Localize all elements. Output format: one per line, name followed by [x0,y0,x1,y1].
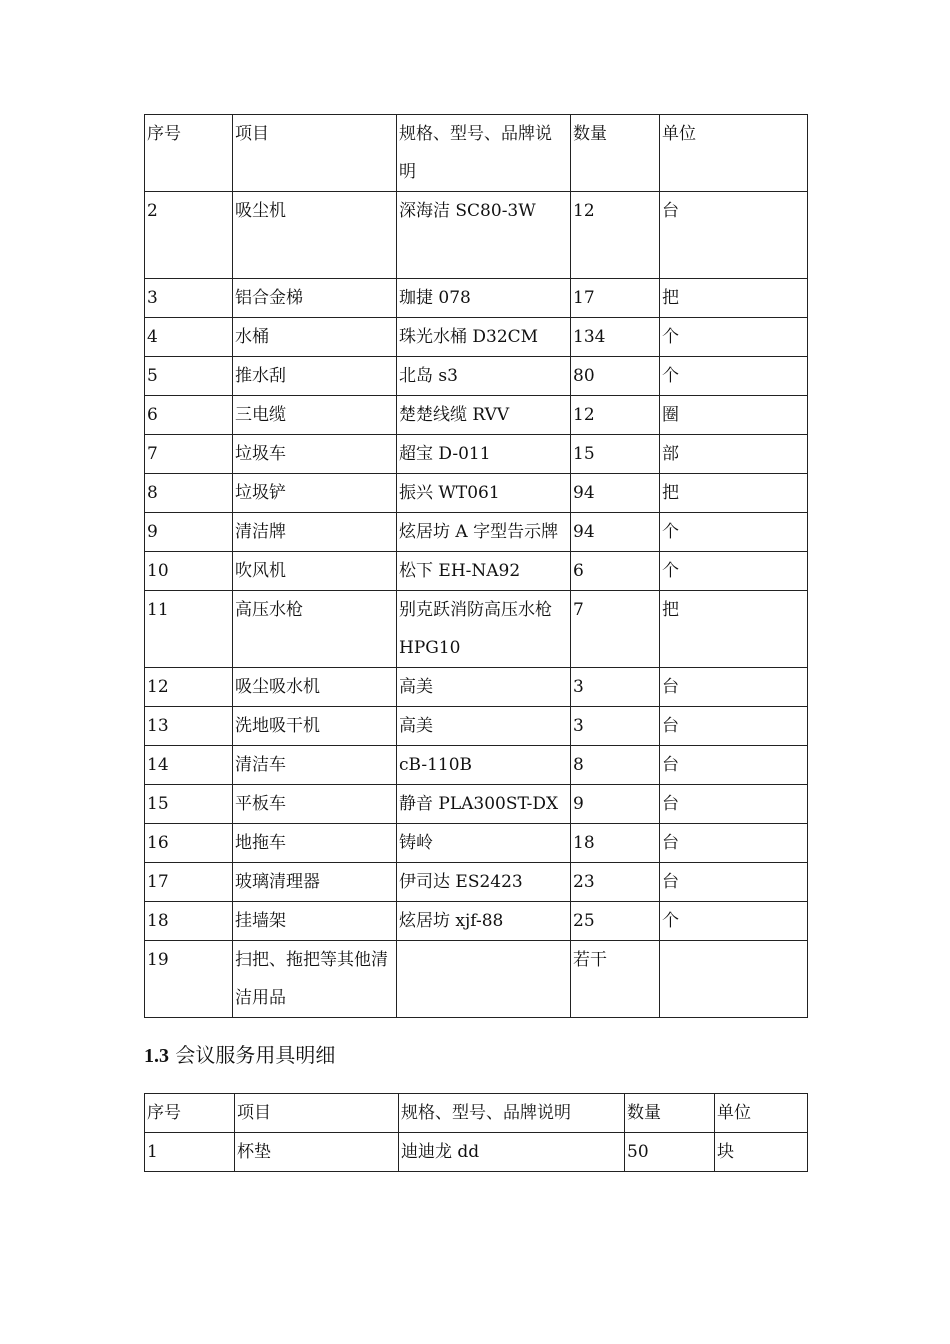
table-cell: 把 [660,279,808,318]
table-cell: 9 [571,785,660,824]
table-cell: 高美 [397,707,571,746]
table-cell: 清洁车 [233,746,397,785]
table-row [145,1133,808,1172]
table-cell: 北岛 s3 [397,357,571,396]
table-cell: 80 [571,357,660,396]
table-cell: 台 [660,668,808,707]
table-cell: 炫居坊 xjf-88 [397,902,571,941]
table-cell: 18 [145,902,233,941]
table-cell: 洗地吸干机 [233,707,397,746]
table-header-row [145,115,808,192]
table-row [145,474,808,513]
table-cell: 台 [660,707,808,746]
table-cell: 25 [571,902,660,941]
table-cell: 16 [145,824,233,863]
table-header-row [145,1094,808,1133]
table-row [145,279,808,318]
table-row [145,746,808,785]
table-cell: 垃圾车 [233,435,397,474]
table-row [145,824,808,863]
table-cell: 12 [571,396,660,435]
table-cell: 吹风机 [233,552,397,591]
header-cell: 规格、型号、品牌说明 [399,1094,625,1133]
table-row [145,941,808,1018]
table-cell: 挂墙架 [233,902,397,941]
table-cell: 台 [660,863,808,902]
table-cell: 18 [571,824,660,863]
table-cell: 把 [660,591,808,668]
table-cell: 杯垫 [235,1133,399,1172]
table-cell: 别克跃消防高压水枪 HPG10 [397,591,571,668]
table-cell: 伊司达 ES2423 [397,863,571,902]
table-cell: 6 [145,396,233,435]
table-cell: 17 [571,279,660,318]
table-cell: 3 [571,707,660,746]
table-cell: 楚楚线缆 RVV [397,396,571,435]
header-cell: 单位 [660,115,808,192]
table-cell: 台 [660,824,808,863]
table-row [145,902,808,941]
header-cell: 单位 [715,1094,808,1133]
table-row [145,357,808,396]
table-cell: 迪迪龙 dd [399,1133,625,1172]
table-cell: 94 [571,513,660,552]
table-cell: 13 [145,707,233,746]
table-cell: cB-110B [397,746,571,785]
table-cell: 吸尘吸水机 [233,668,397,707]
table-cell: 扫把、拖把等其他清洁用品 [233,941,397,1018]
table-cell: 个 [660,552,808,591]
table-row [145,396,808,435]
table-cell: 50 [625,1133,715,1172]
table-cell: 15 [571,435,660,474]
table-cell: 超宝 D-011 [397,435,571,474]
table-cell: 个 [660,318,808,357]
section-title: 会议服务用具明细 [175,1043,336,1067]
table-cell: 台 [660,785,808,824]
table-cell: 个 [660,357,808,396]
table-cell: 23 [571,863,660,902]
table-row [145,863,808,902]
section-heading [144,1040,335,1071]
table-cell: 三电缆 [233,396,397,435]
table-cell: 3 [571,668,660,707]
table-cell: 吸尘机 [233,192,397,279]
table-row [145,785,808,824]
table-cell: 94 [571,474,660,513]
table-row [145,192,808,279]
header-cell: 规格、型号、品牌说明 [397,115,571,192]
table-cell: 个 [660,902,808,941]
table-row [145,318,808,357]
table-cell: 3 [145,279,233,318]
table-row [145,591,808,668]
table-cell: 5 [145,357,233,396]
table-cell: 炫居坊 A 字型告示牌 [397,513,571,552]
table-cell: 7 [145,435,233,474]
table-cell: 12 [571,192,660,279]
table-cell: 珈捷 078 [397,279,571,318]
header-cell: 序号 [145,115,233,192]
table-cell: 铝合金梯 [233,279,397,318]
table-cell: 水桶 [233,318,397,357]
table-cell: 1 [145,1133,235,1172]
table-cell: 8 [145,474,233,513]
table-cell: 部 [660,435,808,474]
header-cell: 数量 [571,115,660,192]
table-cell: 6 [571,552,660,591]
table-row [145,552,808,591]
table-cell: 2 [145,192,233,279]
table-cell: 10 [145,552,233,591]
table-cell: 15 [145,785,233,824]
table-row [145,668,808,707]
table-cell: 平板车 [233,785,397,824]
table-cell: 19 [145,941,233,1018]
table-row [145,435,808,474]
table-cell: 松下 EH-NA92 [397,552,571,591]
table-cell: 4 [145,318,233,357]
table-cell: 地拖车 [233,824,397,863]
table-cell: 台 [660,746,808,785]
table-cell: 若干 [571,941,660,1018]
equipment-table [144,114,808,1018]
meeting-supplies-table [144,1093,808,1172]
table-cell: 深海洁 SC80-3W [397,192,571,279]
table-cell: 清洁牌 [233,513,397,552]
table-cell: 铸岭 [397,824,571,863]
table-cell [397,941,571,1018]
table-cell: 12 [145,668,233,707]
table-cell: 垃圾铲 [233,474,397,513]
table-cell: 高美 [397,668,571,707]
table-cell: 17 [145,863,233,902]
header-cell: 序号 [145,1094,235,1133]
table-cell: 134 [571,318,660,357]
header-cell: 数量 [625,1094,715,1133]
table-cell: 块 [715,1133,808,1172]
table-cell: 玻璃清理器 [233,863,397,902]
table-cell: 个 [660,513,808,552]
table-cell: 珠光水桶 D32CM [397,318,571,357]
table-cell: 11 [145,591,233,668]
table-cell: 振兴 WT061 [397,474,571,513]
table-cell: 静音 PLA300ST-DX [397,785,571,824]
table-cell: 推水刮 [233,357,397,396]
table-cell: 高压水枪 [233,591,397,668]
table-cell [660,941,808,1018]
table-cell: 9 [145,513,233,552]
table-cell: 14 [145,746,233,785]
section-number: 1.3 [144,1045,169,1067]
table-row [145,707,808,746]
table-cell: 把 [660,474,808,513]
table-cell: 台 [660,192,808,279]
table-row [145,513,808,552]
table-cell: 圈 [660,396,808,435]
header-cell: 项目 [233,115,397,192]
table-cell: 8 [571,746,660,785]
table-cell: 7 [571,591,660,668]
header-cell: 项目 [235,1094,399,1133]
